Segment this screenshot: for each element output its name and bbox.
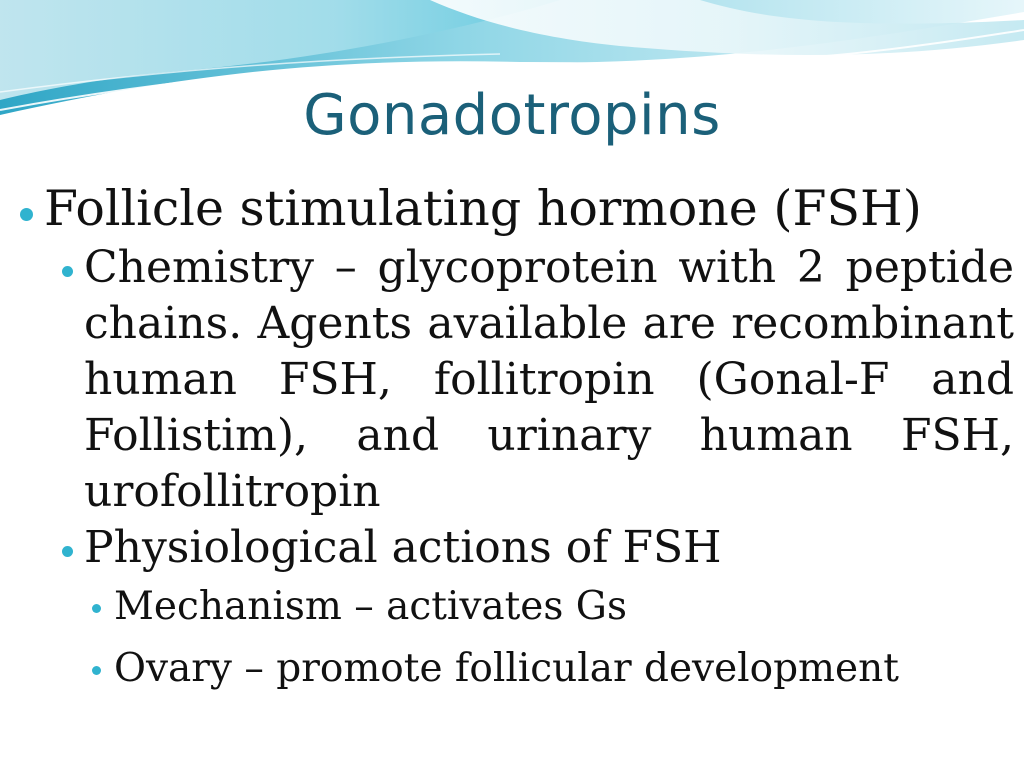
bullet-dot-icon [20,208,33,221]
bullet-item-physiological-actions [60,520,1014,576]
bullet-text: Mechanism – activates Gs [114,584,627,629]
bullet-item-chemistry [60,240,1014,520]
bullet-item-fsh [14,178,1014,240]
slide-title: Gonadotropins [303,83,721,148]
bullet-item-mechanism [86,576,1014,638]
bullet-text: Chemistry – glycoprotein with 2 peptide chains. Agents available are recombinant human FSH, follitropin (Gonal-F and Follistim), and urinary human FSH, urofollitropin [84,242,1014,517]
bullet-dot-icon [62,546,73,557]
bullet-text: Physiological actions of FSH [84,522,722,573]
bullet-dot-icon [62,266,73,277]
bullet-dot-icon [92,666,101,675]
bullet-text: Follicle stimulating hormone (FSH) [44,180,922,237]
bullet-dot-icon [92,604,101,613]
bullet-text: Ovary – promote follicular development [114,646,899,691]
slide-body [14,178,1014,700]
bullet-item-ovary [86,638,1014,700]
